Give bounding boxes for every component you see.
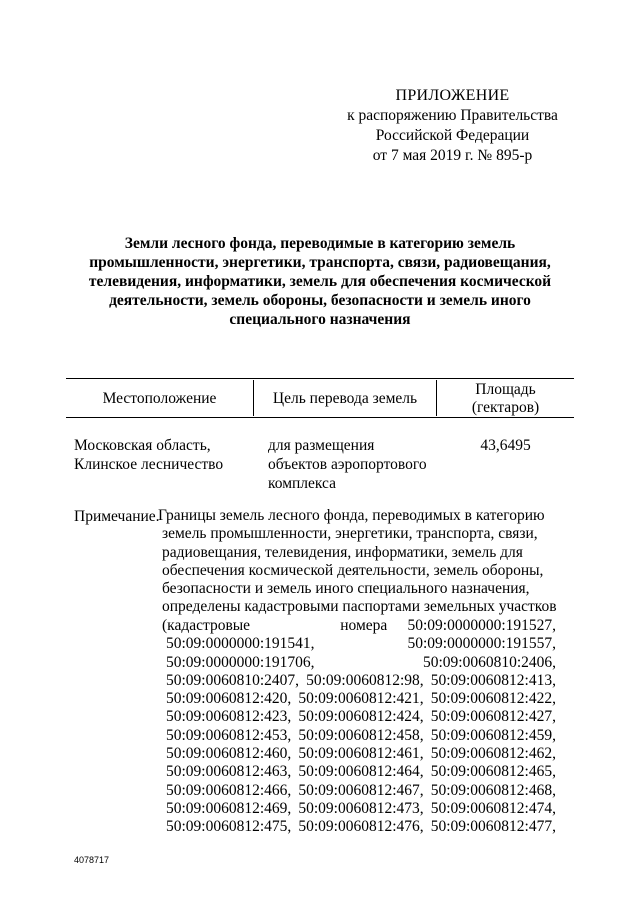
cadastral-row — [166, 800, 556, 818]
appendix-title: ПРИЛОЖЕНИЕ — [395, 87, 510, 104]
title-line: промышленности, энергетики, транспорта, связи, радиовещания, — [89, 254, 551, 271]
cadastral-row — [166, 818, 556, 836]
cadastral-number: 50:09:0060812:453, — [166, 726, 292, 744]
cadastral-number: 50:09:0060812:466, — [166, 781, 292, 799]
cadastral-number: 50:09:0060812:463, — [166, 763, 292, 781]
cadastral-row — [162, 617, 556, 635]
cadastral-number: 50:09:0060812:464, — [298, 763, 424, 781]
title-line: деятельности, земель обороны, безопасности и земель иного — [109, 292, 531, 309]
cadastral-number: 50:09:0060812:468, — [430, 781, 556, 799]
cadastral-number: 50:09:0060812:465, — [430, 763, 556, 781]
cadastral-number: 50:09:0060812:459, — [430, 726, 556, 744]
header-area-line: (гектаров) — [471, 399, 540, 416]
cadastral-number: 50:09:0060812:421, — [298, 690, 424, 708]
title-line: телевидения, информатики, земель для обеспечения космической — [88, 273, 552, 290]
row-purpose-line: комплекса — [268, 475, 337, 492]
cadastral-number: 50:09:0060810:2407, — [166, 671, 300, 689]
cadastral-number: 50:09:0060812:461, — [298, 745, 424, 763]
cadastral-intro: (кадастровые — [162, 617, 251, 634]
cadastral-number: 50:09:0060812:424, — [298, 708, 424, 726]
row-purpose-line: для размещения — [268, 437, 375, 454]
note-line: безопасности и земель иного специального назначения, — [162, 580, 530, 598]
appendix-line-1: к распоряжению Правительства — [347, 107, 558, 124]
cadastral-number: 50:09:0060812:422, — [430, 690, 556, 708]
header-location: Местоположение — [102, 390, 217, 407]
note-line: радиовещания, телевидения, информатики, земель для — [162, 543, 523, 561]
cadastral-number: 50:09:0060812:427, — [430, 708, 556, 726]
table-top-rule — [66, 378, 574, 379]
cadastral-number: 50:09:0060810:2406, — [422, 653, 556, 671]
cadastral-number: 50:09:0060812:413, — [430, 671, 556, 689]
note-text — [158, 507, 572, 617]
header-purpose: Цель перевода земель — [272, 390, 418, 407]
note-line: земель промышленности, энергетики, транспорта, связи, — [162, 525, 538, 543]
cadastral-number: 50:09:0000000:191527, — [407, 617, 556, 634]
cadastral-number: 50:09:0060812:473, — [298, 799, 424, 817]
appendix-line-3: от 7 мая 2019 г. № 895-р — [372, 147, 533, 164]
cadastral-number: 50:09:0060812:469, — [166, 799, 292, 817]
row-location-line: Клинское лесничество — [74, 456, 224, 473]
row-location-line: Московская область, — [74, 437, 211, 454]
cadastral-number: 50:09:0060812:477, — [430, 818, 556, 836]
cadastral-row — [166, 654, 556, 672]
cadastral-row — [166, 763, 556, 781]
header-area-line: Площадь — [475, 381, 536, 398]
cadastral-number: 50:09:0060812:460, — [166, 745, 292, 763]
cadastral-row — [166, 727, 556, 745]
cadastral-number: 50:09:0060812:476, — [298, 818, 424, 836]
row-purpose — [268, 436, 427, 493]
cadastral-number: 50:09:0060812:474, — [430, 799, 556, 817]
note-line: определены кадастровыми паспортами земельных участков — [162, 598, 557, 616]
row-location — [74, 436, 223, 474]
cadastral-intro: номера — [340, 617, 388, 634]
cadastral-number: 50:09:0000000:191706, — [166, 653, 315, 671]
cadastral-number: 50:09:0060812:462, — [430, 745, 556, 763]
note-line: обеспечения космической деятельности, земель обороны, — [162, 561, 544, 579]
cadastral-list — [162, 617, 556, 837]
row-purpose-line: объектов аэропортового — [268, 456, 427, 473]
document-code: 4078717 — [74, 855, 110, 865]
row-area: 43,6495 — [480, 437, 531, 454]
cadastral-number: 50:09:0060812:98, — [306, 671, 424, 689]
cadastral-row — [166, 690, 556, 708]
cadastral-number: 50:09:0060812:423, — [166, 708, 292, 726]
cadastral-row — [166, 708, 556, 726]
cadastral-row — [166, 782, 556, 800]
appendix-header — [330, 86, 575, 166]
title-line: Земли лесного фонда, переводимые в категорию земель — [124, 235, 516, 252]
cadastral-number: 50:09:0060812:467, — [298, 781, 424, 799]
cadastral-number: 50:09:0000000:191557, — [407, 635, 556, 653]
header-area — [437, 381, 574, 417]
cadastral-number: 50:09:0060812:458, — [298, 726, 424, 744]
cadastral-number: 50:09:0060812:420, — [166, 690, 292, 708]
note-label: Примечание. — [74, 508, 160, 525]
cadastral-row — [166, 745, 556, 763]
appendix-line-2: Российской Федерации — [375, 127, 530, 144]
document-title — [80, 234, 560, 329]
title-line: специального назначения — [229, 311, 411, 328]
cadastral-number: 50:09:0060812:475, — [166, 818, 292, 836]
cadastral-rows — [166, 672, 556, 837]
cadastral-row — [166, 672, 556, 690]
table-header-bottom-rule — [66, 417, 574, 418]
note-line: Границы земель лесного фонда, переводимых в категорию — [158, 507, 545, 524]
cadastral-number: 50:09:0000000:191541, — [166, 635, 315, 653]
cadastral-row — [166, 635, 556, 653]
